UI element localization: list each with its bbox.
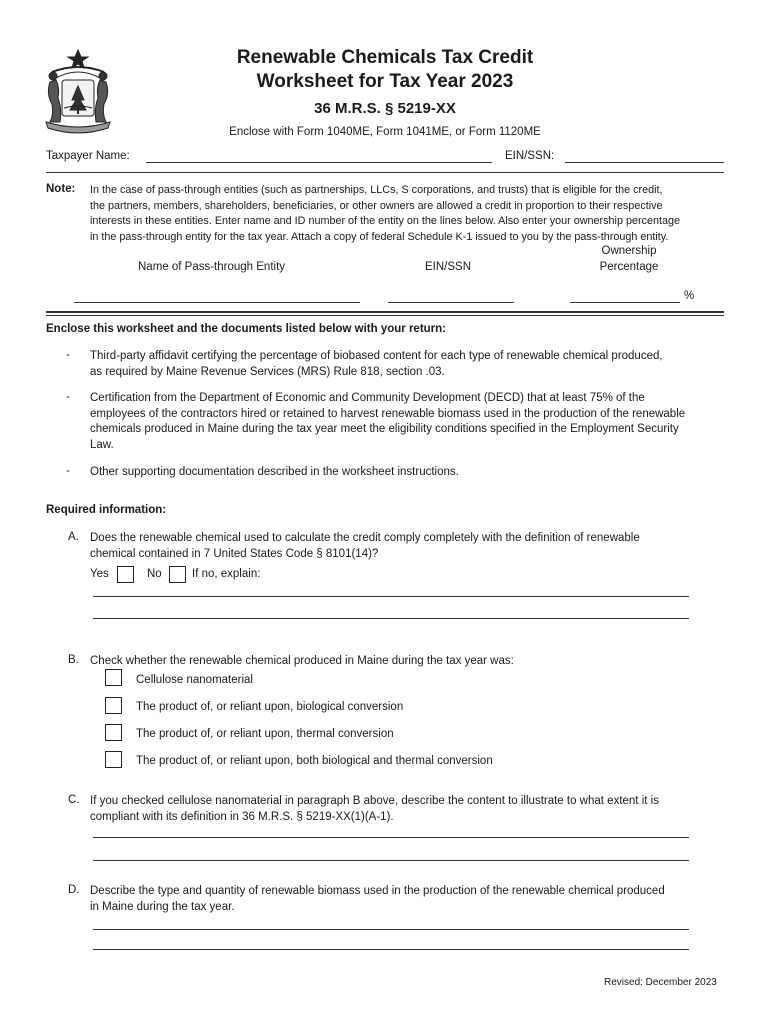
no-label: No <box>147 568 162 580</box>
entity-name-field[interactable] <box>74 290 360 303</box>
note-line: interests in these entities. Enter name and ID number of the entity on the lines below. Also enter your ownership percentage <box>90 215 680 227</box>
option-thermal-label: The product of, or reliant upon, thermal conversion <box>136 728 394 740</box>
question-line: Describe the type and quantity of renewable biomass used in the production of the renewable chemical produced <box>90 885 665 897</box>
option-both-label: The product of, or reliant upon, both biological and thermal conversion <box>136 755 493 767</box>
maine-state-seal <box>42 48 114 136</box>
entity-ein-field[interactable] <box>388 290 514 303</box>
thermal-checkbox[interactable] <box>105 724 122 741</box>
statute-reference: 36 M.R.S. § 5219-XX <box>314 100 456 117</box>
question-d-text <box>90 884 726 915</box>
bullet-dash: - <box>66 349 70 361</box>
item-line: chemicals produced in Maine during the tax year meet the eligibility conditions specified in the Employment Security <box>90 423 679 435</box>
revision-date: Revised: December 2023 <box>604 977 717 988</box>
yes-label: Yes <box>90 568 109 580</box>
explain-field-line-1[interactable] <box>93 584 689 597</box>
form-title-line-1: Renewable Chemicals Tax Credit <box>236 47 534 68</box>
description-field-d-line-2[interactable] <box>93 937 689 950</box>
question-b-letter: B. <box>68 654 79 666</box>
bullet-dash: - <box>66 465 70 477</box>
question-line: in Maine during the tax year. <box>90 900 235 913</box>
description-field-c-line-2[interactable] <box>93 848 689 861</box>
question-a-letter: A. <box>68 531 79 543</box>
ownership-header-line-1: Ownership <box>601 245 657 257</box>
item-line: Certification from the Department of Economic and Community Development (DECD) that at least 75% of the <box>90 392 645 404</box>
enclose-item-other <box>90 465 726 481</box>
question-c-letter: C. <box>68 794 80 806</box>
divider <box>46 315 724 316</box>
enclose-item-affidavit <box>90 349 726 380</box>
bullet-dash: - <box>66 391 70 403</box>
no-checkbox[interactable] <box>169 566 186 583</box>
item-line: as required by Maine Revenue Services (MRS) Rule 818, section .03. <box>90 365 445 378</box>
note-text <box>90 183 726 245</box>
ein-ssn-field[interactable] <box>565 150 724 163</box>
question-a-text <box>90 531 726 562</box>
question-c-text <box>90 794 726 825</box>
biological-checkbox[interactable] <box>105 697 122 714</box>
option-biological-label: The product of, or reliant upon, biological conversion <box>136 701 404 713</box>
description-field-d-line-1[interactable] <box>93 917 689 930</box>
question-line: compliant with its definition in 36 M.R.S. § 5219-XX(1)(A-1). <box>90 810 394 823</box>
note-line: in the pass-through entity for the tax year. Attach a copy of federal Schedule K-1 issued to you by the pass-through entity. <box>90 230 669 243</box>
required-heading: Required information: <box>46 504 167 516</box>
explain-label: If no, explain: <box>192 568 261 580</box>
enclose-heading: Enclose this worksheet and the documents listed below with your return: <box>46 323 447 335</box>
enclose-forms-note: Enclose with Form 1040ME, Form 1041ME, or Form 1120ME <box>229 126 541 138</box>
question-line: Does the renewable chemical used to calculate the credit comply completely with the definition of renewable <box>90 532 640 544</box>
form-title-line-2: Worksheet for Tax Year 2023 <box>256 71 514 92</box>
item-line: Third-party affidavit certifying the percentage of biobased content for each type of renewable chemical produced, <box>90 350 663 362</box>
percent-sign: % <box>684 290 695 302</box>
note-line: In the case of pass-through entities (such as partnerships, LLCs, S corporations, and trusts) that is eligible for the credit, <box>90 184 663 196</box>
item-line: employees of the contractors hired or retained to harvest renewable biomass used in the production of the renewable <box>90 407 686 420</box>
taxpayer-name-label: Taxpayer Name: <box>46 150 130 162</box>
ownership-percentage-field[interactable] <box>570 290 680 303</box>
both-checkbox[interactable] <box>105 751 122 768</box>
taxpayer-name-field[interactable] <box>146 150 492 163</box>
ownership-header-line-2: Percentage <box>599 261 659 273</box>
question-line: If you checked cellulose nanomaterial in paragraph B above, describe the content to illustrate to what extent it is <box>90 795 659 807</box>
divider <box>46 172 724 173</box>
option-cellulose-label: Cellulose nanomaterial <box>136 674 253 686</box>
divider-thick <box>46 311 724 313</box>
cellulose-checkbox[interactable] <box>105 669 122 686</box>
item-line: Law. <box>90 438 114 451</box>
item-line: Other supporting documentation described in the worksheet instructions. <box>90 466 459 478</box>
entity-name-header: Name of Pass-through Entity <box>138 261 286 273</box>
question-line: chemical contained in 7 United States Code § 8101(14)? <box>90 547 379 560</box>
question-d-letter: D. <box>68 884 80 896</box>
note-label: Note: <box>46 183 76 195</box>
explain-field-line-2[interactable] <box>93 606 689 619</box>
yes-checkbox[interactable] <box>117 566 134 583</box>
note-line: the partners, members, shareholders, beneficiaries, or other owners are allowed a credit in proportion to their respective <box>90 199 663 212</box>
entity-ein-header: EIN/SSN <box>425 261 472 273</box>
ein-ssn-label: EIN/SSN: <box>505 150 555 162</box>
question-b-text: Check whether the renewable chemical produced in Maine during the tax year was: <box>90 655 514 667</box>
enclose-item-decd <box>90 391 730 453</box>
description-field-c-line-1[interactable] <box>93 825 689 838</box>
